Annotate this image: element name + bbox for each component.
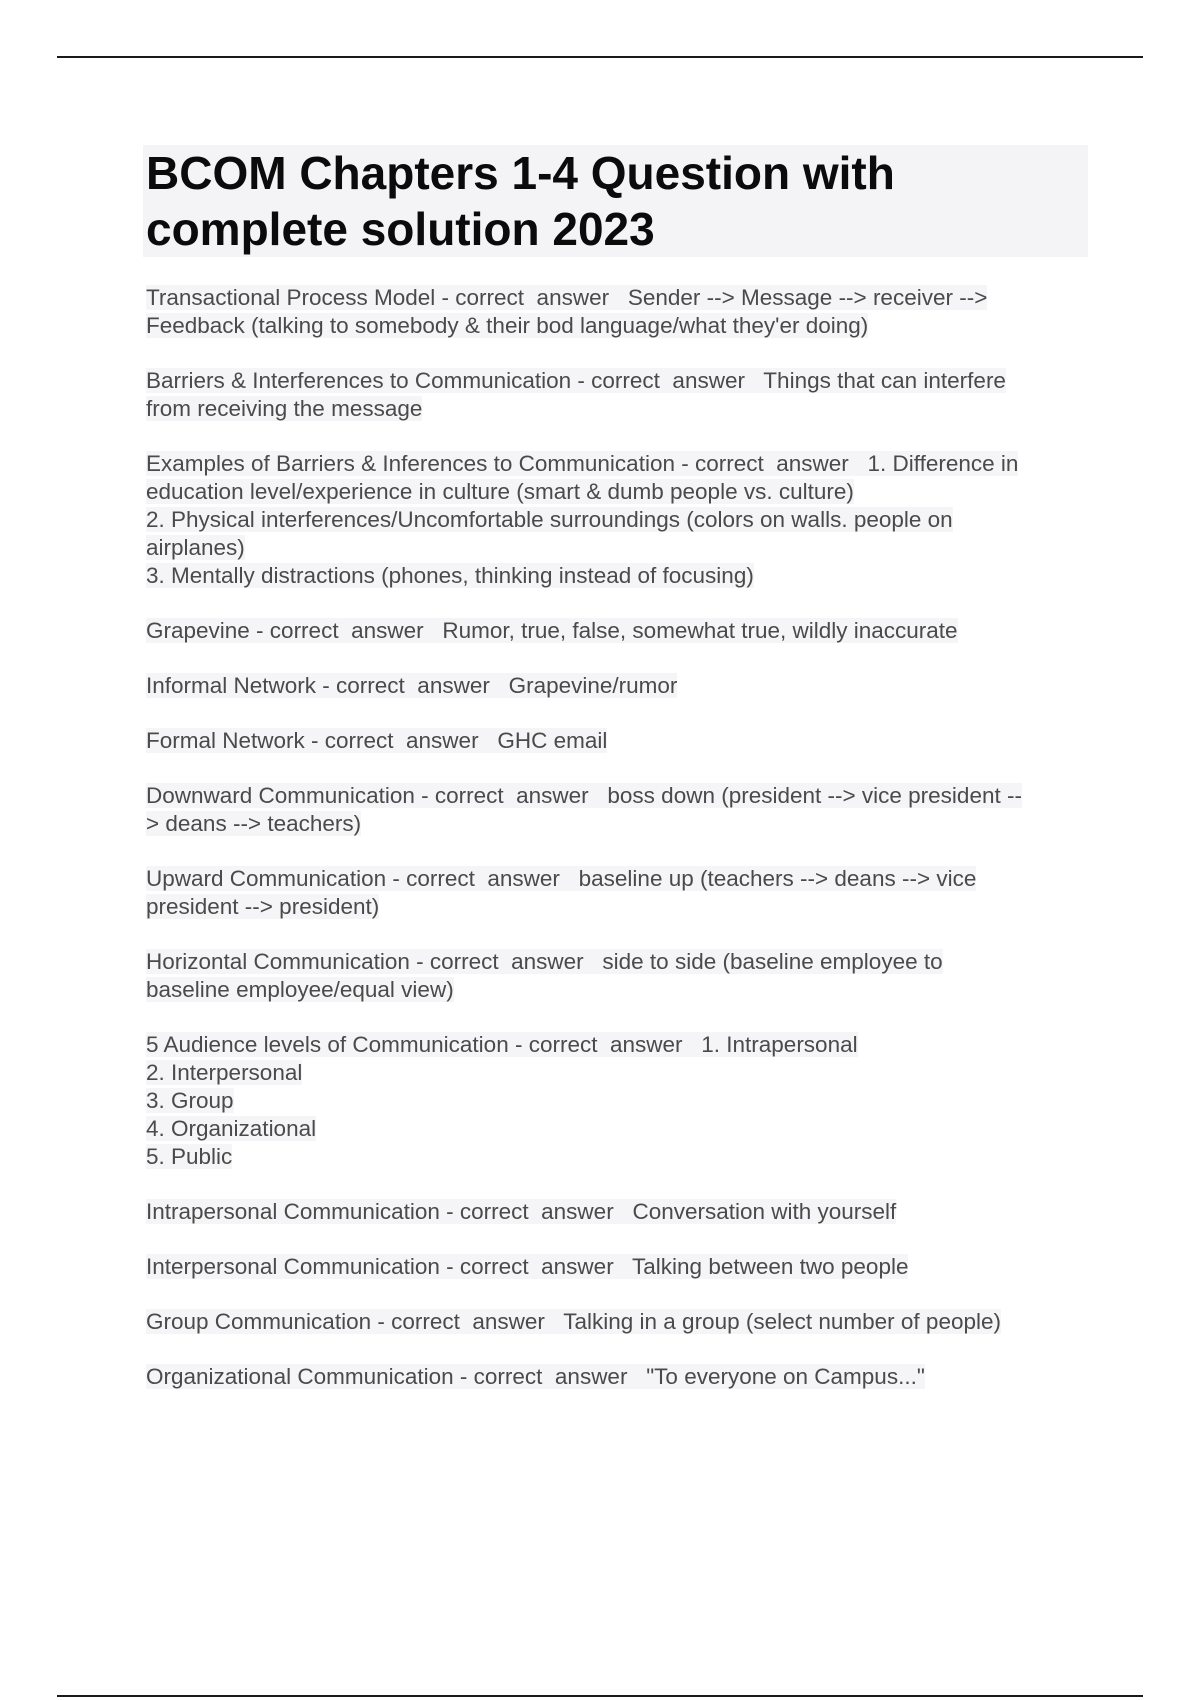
qa-entry — [146, 1363, 1096, 1391]
qa-entry-text: baseline employee/equal view) — [146, 977, 454, 1002]
qa-entry-line — [146, 1198, 1096, 1226]
qa-entry-line — [146, 312, 1096, 340]
top-divider — [57, 56, 1143, 58]
qa-entry-text: Informal Network - correct answer Grapevine/rumor — [146, 673, 678, 698]
qa-entry-line — [146, 810, 1096, 838]
qa-entry — [146, 782, 1096, 838]
qa-list — [146, 284, 1096, 1418]
qa-entry-line — [146, 1059, 1096, 1087]
qa-entry-line — [146, 395, 1096, 423]
title-line-1: BCOM Chapters 1-4 Question with — [146, 147, 895, 199]
qa-entry-line — [146, 893, 1096, 921]
qa-entry-text: president --> president) — [146, 894, 380, 919]
qa-entry-text: 2. Physical interferences/Uncomfortable surroundings (colors on walls. people on — [146, 507, 953, 532]
qa-entry — [146, 1198, 1096, 1226]
qa-entry-text: Feedback (talking to somebody & their bod language/what they'er doing) — [146, 313, 869, 338]
qa-entry-line — [146, 478, 1096, 506]
qa-entry-line — [146, 1115, 1096, 1143]
qa-entry — [146, 450, 1096, 590]
qa-entry-line — [146, 672, 1096, 700]
qa-entry-text: 3. Group — [146, 1088, 234, 1113]
qa-entry-text: airplanes) — [146, 535, 245, 560]
qa-entry-line — [146, 865, 1096, 893]
qa-entry-text: Group Communication - correct answer Talking in a group (select number of people) — [146, 1309, 1001, 1334]
qa-entry-text: Downward Communication - correct answer boss down (president --> vice president -- — [146, 783, 1022, 808]
qa-entry-text: Barriers & Interferences to Communication - correct answer Things that can interfere — [146, 368, 1006, 393]
qa-entry-line — [146, 976, 1096, 1004]
qa-entry-text: 4. Organizational — [146, 1116, 317, 1141]
qa-entry-text: 5 Audience levels of Communication - correct answer 1. Intrapersonal — [146, 1032, 858, 1057]
qa-entry-text: Intrapersonal Communication - correct answer Conversation with yourself — [146, 1199, 897, 1224]
qa-entry-line — [146, 450, 1096, 478]
qa-entry — [146, 727, 1096, 755]
qa-entry-text: education level/experience in culture (smart & dumb people vs. culture) — [146, 479, 854, 504]
qa-entry-text: Interpersonal Communication - correct answer Talking between two people — [146, 1254, 909, 1279]
qa-entry-text: Examples of Barriers & Inferences to Communication - correct answer 1. Difference in — [146, 451, 1019, 476]
qa-entry — [146, 617, 1096, 645]
qa-entry-text: Upward Communication - correct answer baseline up (teachers --> deans --> vice — [146, 866, 977, 891]
qa-entry-line — [146, 782, 1096, 810]
qa-entry — [146, 1308, 1096, 1336]
qa-entry-line — [146, 534, 1096, 562]
qa-entry-text: 3. Mentally distractions (phones, thinking instead of focusing) — [146, 563, 754, 588]
qa-entry-line — [146, 506, 1096, 534]
qa-entry — [146, 284, 1096, 340]
qa-entry-line — [146, 1363, 1096, 1391]
qa-entry-text: Grapevine - correct answer Rumor, true, false, somewhat true, wildly inaccurate — [146, 618, 958, 643]
qa-entry-line — [146, 1031, 1096, 1059]
qa-entry-text: Horizontal Communication - correct answer side to side (baseline employee to — [146, 949, 943, 974]
qa-entry — [146, 1031, 1096, 1171]
qa-entry-text: Formal Network - correct answer GHC email — [146, 728, 608, 753]
qa-entry-line — [146, 948, 1096, 976]
qa-entry-text: 2. Interpersonal — [146, 1060, 303, 1085]
qa-entry — [146, 672, 1096, 700]
qa-entry — [146, 948, 1096, 1004]
qa-entry-text: > deans --> teachers) — [146, 811, 362, 836]
qa-entry-line — [146, 367, 1096, 395]
qa-entry — [146, 367, 1096, 423]
qa-entry — [146, 1253, 1096, 1281]
qa-entry-line — [146, 1253, 1096, 1281]
document-title — [143, 145, 1088, 257]
qa-entry — [146, 865, 1096, 921]
qa-entry-text: 5. Public — [146, 1144, 233, 1169]
title-block — [143, 145, 1088, 257]
qa-entry-line — [146, 1143, 1096, 1171]
qa-entry-text: Organizational Communication - correct answer "To everyone on Campus..." — [146, 1364, 925, 1389]
bottom-divider — [57, 1695, 1143, 1697]
qa-entry-line — [146, 1308, 1096, 1336]
qa-entry-line — [146, 727, 1096, 755]
qa-entry-line — [146, 562, 1096, 590]
qa-entry-text: from receiving the message — [146, 396, 423, 421]
qa-entry-line — [146, 1087, 1096, 1115]
qa-entry-text: Transactional Process Model - correct answer Sender --> Message --> receiver --> — [146, 285, 988, 310]
title-line-2: complete solution 2023 — [146, 203, 655, 255]
qa-entry-line — [146, 617, 1096, 645]
qa-entry-line — [146, 284, 1096, 312]
